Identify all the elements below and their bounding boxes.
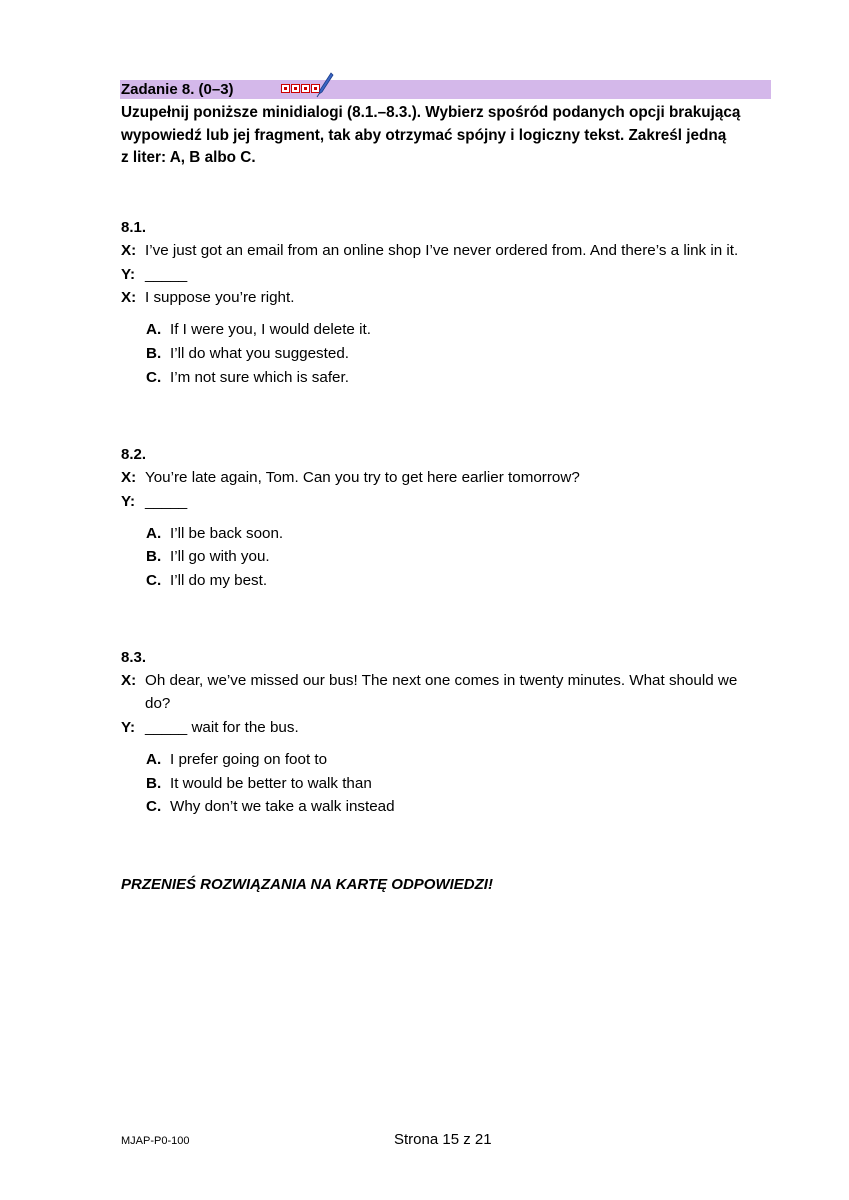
option-letter[interactable]: C. (146, 369, 162, 386)
option-letter[interactable]: A. (146, 751, 162, 768)
transfer-note: PRZENIEŚ ROZWIĄZANIA NA KARTĘ ODPOWIEDZI! (121, 876, 493, 893)
speaker-label: Y: (121, 493, 136, 510)
item-number: 8.2. (121, 446, 147, 463)
dialogue-line (121, 239, 738, 262)
dialogue-line (121, 669, 737, 692)
dialogue-text: do? (145, 695, 171, 712)
option-text: I’ll do what you suggested. (170, 345, 349, 362)
dialogue-text: You’re late again, Tom. Can you try to get here earlier tomorrow? (145, 469, 580, 486)
answer-option[interactable] (146, 798, 395, 815)
dialogue-line (121, 490, 187, 513)
instruction-line: z liter: A, B albo C. (121, 149, 256, 166)
answer-option[interactable] (146, 525, 283, 542)
dialogue-line (121, 716, 299, 739)
speaker-label: X: (121, 469, 137, 486)
speaker-label: X: (121, 672, 137, 689)
answer-option[interactable] (146, 345, 349, 362)
option-text: I prefer going on foot to (170, 751, 328, 768)
speaker-label: Y: (121, 719, 136, 736)
pen-icon (316, 72, 334, 98)
answer-option[interactable] (146, 321, 371, 338)
instruction-line: Uzupełnij poniższe minidialogi (8.1.–8.3.). Wybierz spośród podanych opcji brakującą (121, 104, 741, 121)
option-text: I’m not sure which is safer. (170, 369, 349, 386)
option-letter[interactable]: C. (146, 798, 162, 815)
option-letter[interactable]: C. (146, 572, 162, 589)
option-letter[interactable]: B. (146, 345, 162, 362)
exam-code: MJAP-P0-100 (121, 1135, 190, 1147)
speaker-label: X: (121, 289, 137, 306)
item-number: 8.3. (121, 649, 147, 666)
dialogue-text: I’ve just got an email from an online shop I’ve never ordered from. And there’s a link in it. (145, 242, 739, 259)
dialogue-text: Oh dear, we’ve missed our bus! The next one comes in twenty minutes. What should we (145, 672, 738, 689)
option-letter[interactable]: A. (146, 525, 162, 542)
dialogue-line (121, 692, 170, 715)
option-text: Why don’t we take a walk instead (170, 798, 395, 815)
score-boxes (281, 84, 320, 93)
score-box (291, 84, 300, 93)
speaker-label: X: (121, 242, 137, 259)
answer-option[interactable] (146, 751, 327, 768)
option-text: I’ll go with you. (170, 548, 270, 565)
dialogue-line (121, 263, 187, 286)
dialogue-text: I suppose you’re right. (145, 289, 295, 306)
answer-option[interactable] (146, 369, 349, 386)
option-letter[interactable]: B. (146, 548, 162, 565)
option-text: I’ll do my best. (170, 572, 268, 589)
option-text: If I were you, I would delete it. (170, 321, 371, 338)
option-letter[interactable]: B. (146, 775, 162, 792)
dialogue-line (121, 466, 580, 489)
task-title: Zadanie 8. (0–3) (121, 81, 234, 98)
dialogue-line (121, 286, 294, 309)
score-box (281, 84, 290, 93)
answer-blank: _____ (145, 266, 188, 283)
option-text: I’ll be back soon. (170, 525, 284, 542)
task-instructions (121, 102, 771, 170)
option-text: It would be better to walk than (170, 775, 372, 792)
answer-option[interactable] (146, 775, 372, 792)
speaker-label: Y: (121, 266, 136, 283)
score-box (301, 84, 310, 93)
option-letter[interactable]: A. (146, 321, 162, 338)
item-number: 8.1. (121, 219, 147, 236)
page-number: Strona 15 z 21 (394, 1131, 492, 1148)
dialogue-text: _____ wait for the bus. (145, 719, 299, 736)
instruction-line: wypowiedź lub jej fragment, tak aby otrzymać spójny i logiczny tekst. Zakreśl jedną (121, 126, 727, 144)
answer-option[interactable] (146, 548, 270, 565)
answer-blank: _____ (145, 493, 188, 510)
answer-option[interactable] (146, 572, 267, 589)
